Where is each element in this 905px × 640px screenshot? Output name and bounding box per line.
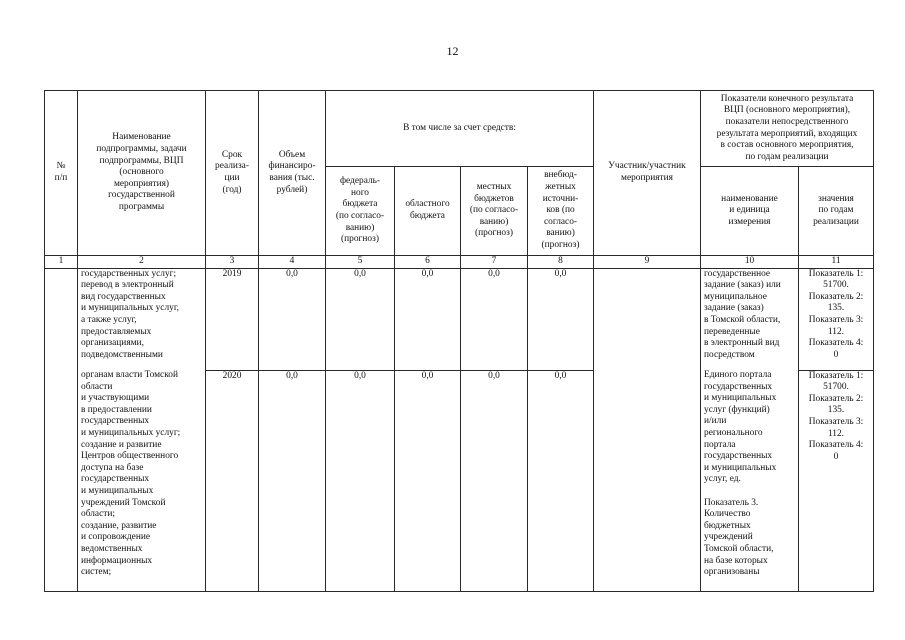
column-number: 5 xyxy=(326,256,395,269)
local-budget-value: 0,0 xyxy=(461,268,528,370)
header-federal: федераль- ного бюджета (по согласо- ванию) (прогноз) xyxy=(326,167,395,256)
federal-budget-value: 0,0 xyxy=(326,268,395,370)
header-regional: областного бюджета xyxy=(395,167,461,256)
page-number: 12 xyxy=(446,44,459,58)
column-number: 7 xyxy=(461,256,528,269)
column-number: 1 xyxy=(45,256,78,269)
budget-table xyxy=(44,90,874,592)
term-year: 2020 xyxy=(206,370,259,591)
participant-cell xyxy=(594,268,701,591)
indicator-name-part-2: Единого портала государственных и муниципальных услуг (функций) и/или регионального портала государственных и муниципальных услуг, ед. Показатель 3. Количество бюджетных учреждений Томской области, на базе которых организованы xyxy=(701,370,799,591)
funding-volume: 0,0 xyxy=(259,370,326,591)
column-number: 3 xyxy=(206,256,259,269)
regional-budget-value: 0,0 xyxy=(395,370,461,591)
program-name-part-2: органам власти Томской области и участвующими в предоставлении государственных и муниципальных услуг; создание и развитие Центров общественного доступа на базе государственных и муниципальных учреждений Томской области; создание, развитие и сопровождение ведомственных информационных систем; xyxy=(78,370,206,591)
header-indicator-name: наименование и единица измерения xyxy=(701,167,799,256)
extrabudget-value: 0,0 xyxy=(528,370,594,591)
header-extrabudget: внебюд- жетных источни- ков (по согласо- ванию) (прогноз) xyxy=(528,167,594,256)
header-participant: Участник/участник мероприятия xyxy=(594,91,701,256)
column-number: 9 xyxy=(594,256,701,269)
header-program-name: Наименование подпрограммы, задачи подпрограммы, ВЦП (основного мероприятия) государственной программы xyxy=(78,91,206,256)
column-number: 6 xyxy=(395,256,461,269)
header-funding-sources: В том числе за счет средств: xyxy=(326,91,594,167)
column-numbers-row xyxy=(45,256,874,269)
column-number: 2 xyxy=(78,256,206,269)
table-row xyxy=(45,370,874,591)
column-number: 10 xyxy=(701,256,799,269)
federal-budget-value: 0,0 xyxy=(326,370,395,591)
funding-volume: 0,0 xyxy=(259,268,326,370)
header-local: местных бюджетов (по согласо- ванию) (прогноз) xyxy=(461,167,528,256)
program-name-part-1: государственных услуг; перевод в электронный вид государственных и муниципальных услуг, а также услуг, предоставляемых организациями, подведомственными xyxy=(78,268,206,370)
header-number: № п/п xyxy=(45,91,78,256)
header-row-1 xyxy=(45,91,874,167)
extrabudget-value: 0,0 xyxy=(528,268,594,370)
indicator-name-part-1: государственное задание (заказ) или муниципальное задание (заказ) в Томской области, переведенные в электронный вид посредством xyxy=(701,268,799,370)
header-volume: Объем финансиро- вания (тыс. рублей) xyxy=(259,91,326,256)
indicator-values: Показатель 1: 51700. Показатель 2: 135. Показатель 3: 112. Показатель 4: 0 xyxy=(799,370,874,591)
header-indicators: Показатели конечного результата ВЦП (основного мероприятия), показатели непосредственного результата мероприятий, входящих в состав основного мероприятия, по годам реализации xyxy=(701,91,874,167)
table-row xyxy=(45,268,874,370)
header-term: Срок реализа- ции (год) xyxy=(206,91,259,256)
indicator-values: Показатель 1: 51700. Показатель 2: 135. Показатель 3: 112. Показатель 4: 0 xyxy=(799,268,874,370)
regional-budget-value: 0,0 xyxy=(395,268,461,370)
row-number-cell xyxy=(45,268,78,591)
column-number: 4 xyxy=(259,256,326,269)
column-number: 11 xyxy=(799,256,874,269)
column-number: 8 xyxy=(528,256,594,269)
term-year: 2019 xyxy=(206,268,259,370)
local-budget-value: 0,0 xyxy=(461,370,528,591)
header-indicator-values: значения по годам реализации xyxy=(799,167,874,256)
